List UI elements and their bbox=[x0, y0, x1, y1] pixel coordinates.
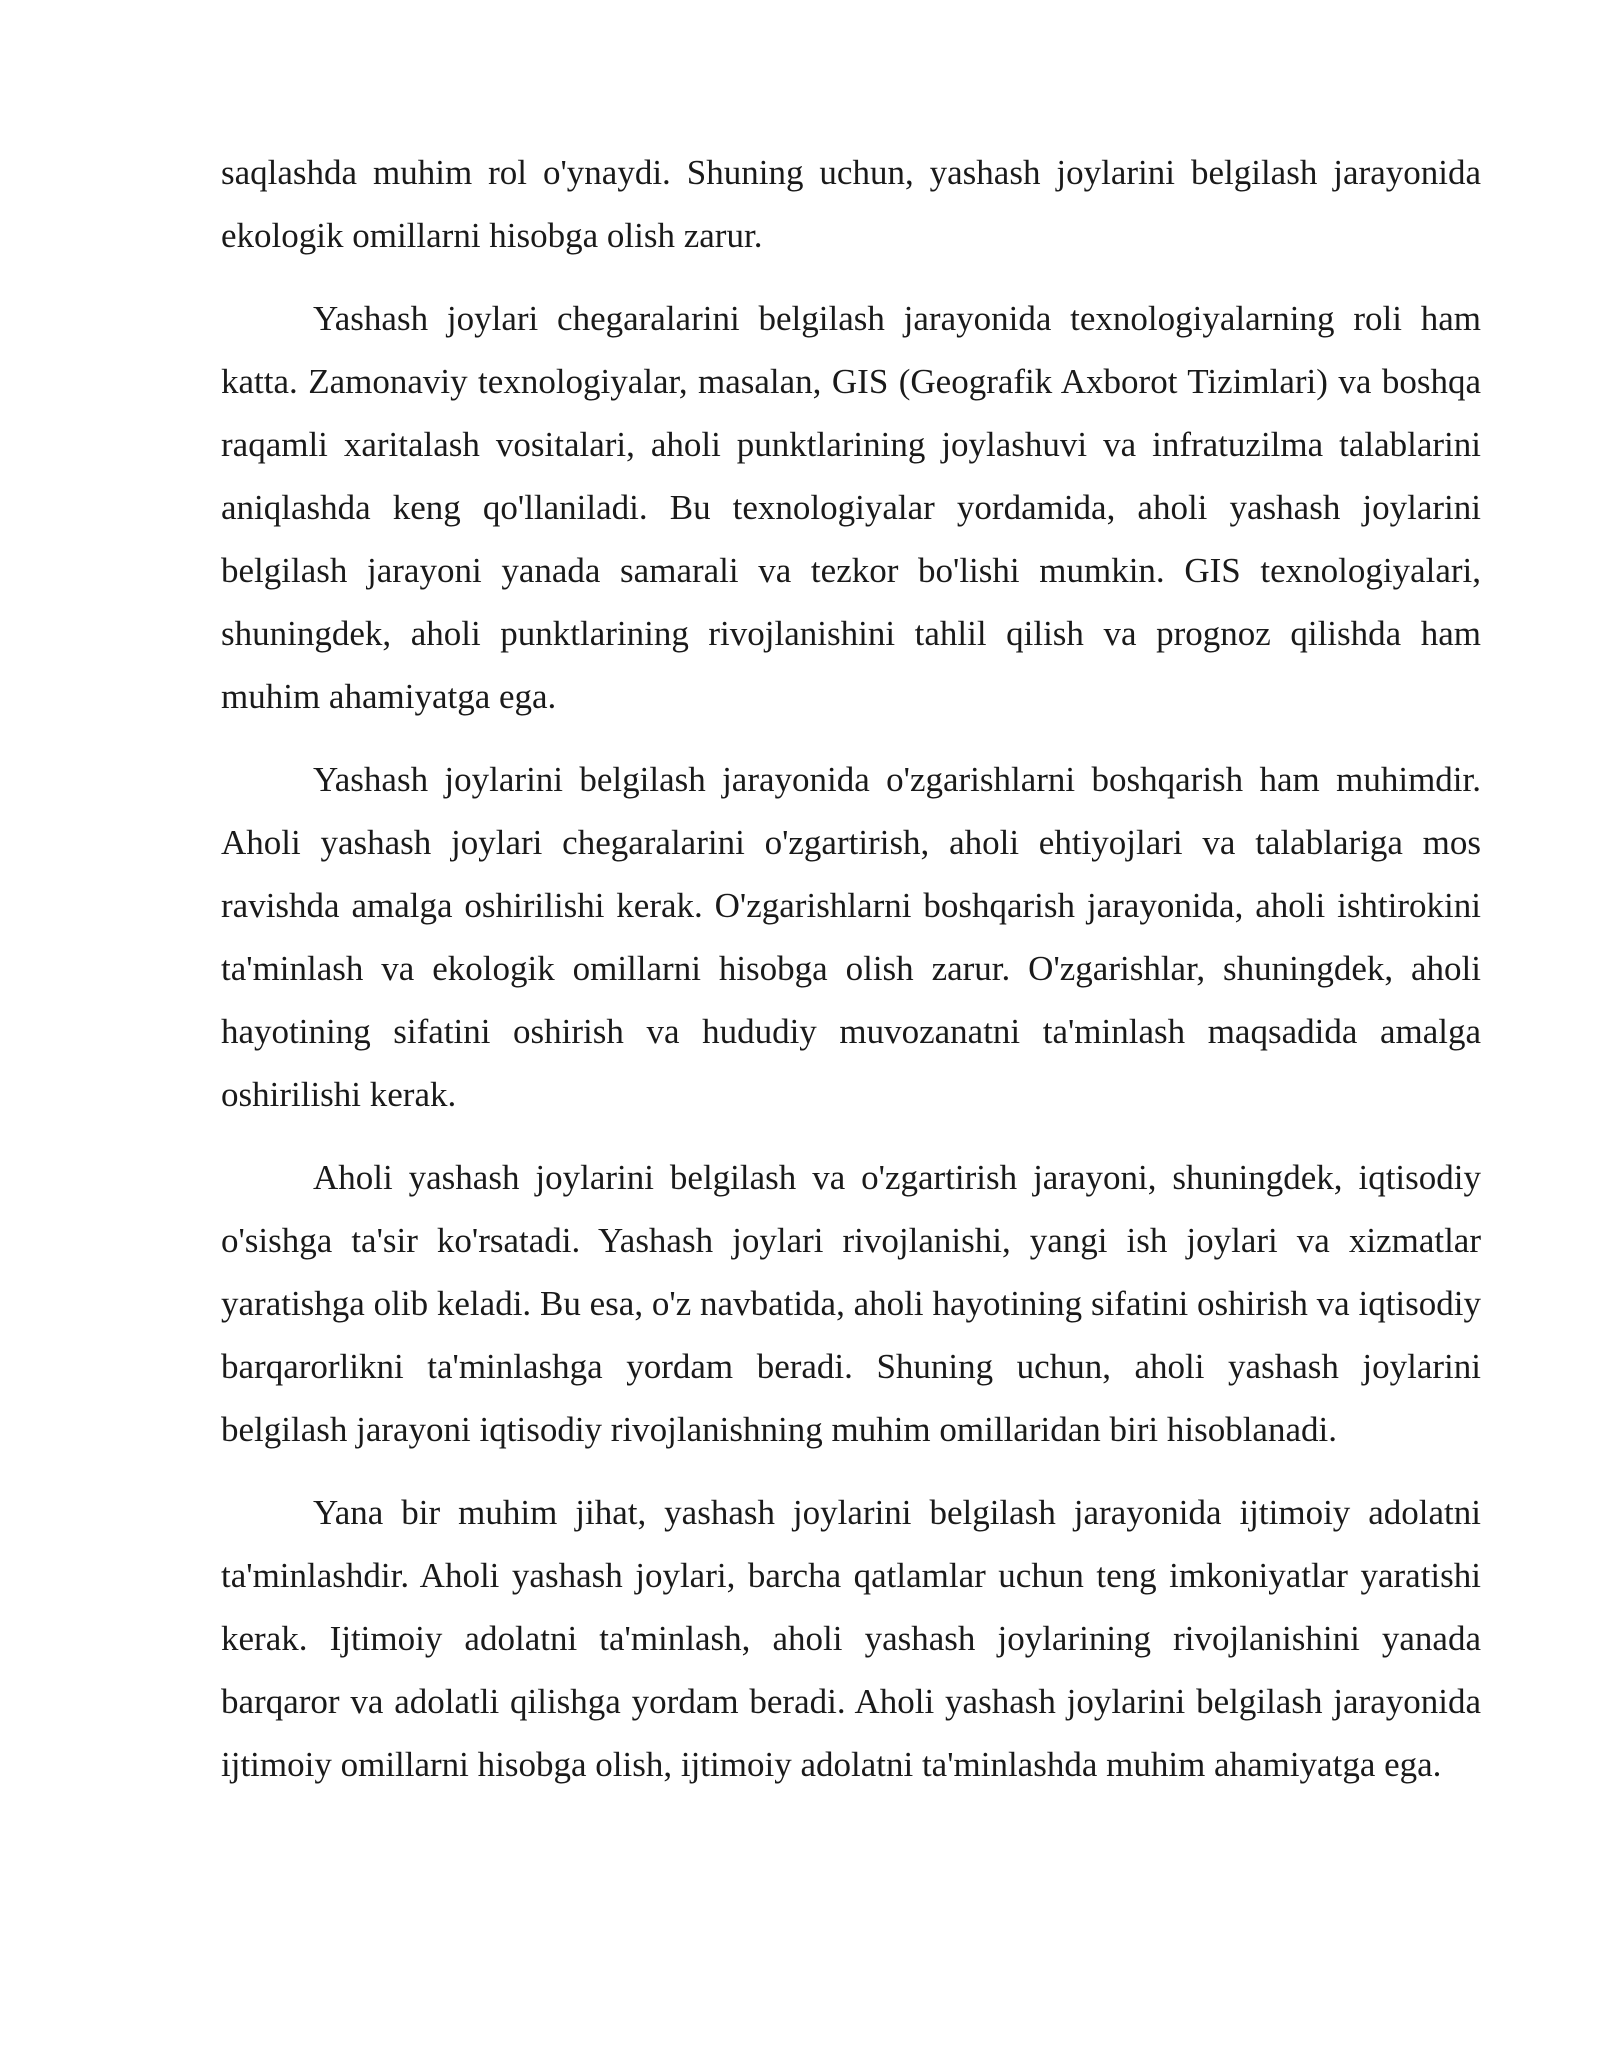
paragraph-technology: Yashash joylari chegaralarini belgilash jarayonida texnologiyalarning roli ham katta. Zamonaviy texnologiyalar, masalan, GIS (Geografik Axborot Tizimlari) va boshqa raqamli xaritalash vositalari, aholi punktlarining joylashuvi va infratuzilma talablarini aniqlashda keng qo'llaniladi. Bu texnologiyalar yordamida, aholi yashash joylarini belgilash jarayoni yanada samarali va tezkor bo'lishi mumkin. GIS texnologiyalari, shuningdek, aholi punktlarining rivojlanishini tahlil qilish va prognoz qilishda ham muhim ahamiyatga ega. bbox=[221, 299, 1481, 716]
document-body bbox=[221, 141, 1481, 1816]
paragraph-economic-growth: Aholi yashash joylarini belgilash va o'zgartirish jarayoni, shuningdek, iqtisodiy o'sishga ta'sir ko'rsatadi. Yashash joylari rivojlanishi, yangi ish joylari va xizmatlar yaratishga olib keladi. Bu esa, o'z navbatida, aholi hayotining sifatini oshirish va iqtisodiy barqarorlikni ta'minlashga yordam beradi. Shuning uchun, aholi yashash joylarini belgilash jarayoni iqtisodiy rivojlanishning muhim omillaridan biri hisoblanadi. bbox=[221, 1158, 1481, 1449]
paragraph-continuation: saqlashda muhim rol o'ynaydi. Shuning uchun, yashash joylarini belgilash jarayonida ekologik omillarni hisobga olish zarur. bbox=[221, 153, 1481, 255]
paragraph-change-management: Yashash joylarini belgilash jarayonida o'zgarishlarni boshqarish ham muhimdir. Aholi yashash joylari chegaralarini o'zgartirish, aholi ehtiyojlari va talablariga mos ravishda amalga oshirilishi kerak. O'zgarishlarni boshqarish jarayonida, aholi ishtirokini ta'minlash va ekologik omillarni hisobga olish zarur. O'zgarishlar, shuningdek, aholi hayotining sifatini oshirish va hududiy muvozanatni ta'minlash maqsadida amalga oshirilishi kerak. bbox=[221, 760, 1481, 1114]
paragraph-social-justice: Yana bir muhim jihat, yashash joylarini belgilash jarayonida ijtimoiy adolatni ta'minlashdir. Aholi yashash joylari, barcha qatlamlar uchun teng imkoniyatlar yaratishi kerak. Ijtimoiy adolatni ta'minlash, aholi yashash joylarining rivojlanishini yanada barqaror va adolatli qilishga yordam beradi. Aholi yashash joylarini belgilash jarayonida ijtimoiy omillarni hisobga olish, ijtimoiy adolatni ta'minlashda muhim ahamiyatga ega. bbox=[221, 1493, 1481, 1784]
